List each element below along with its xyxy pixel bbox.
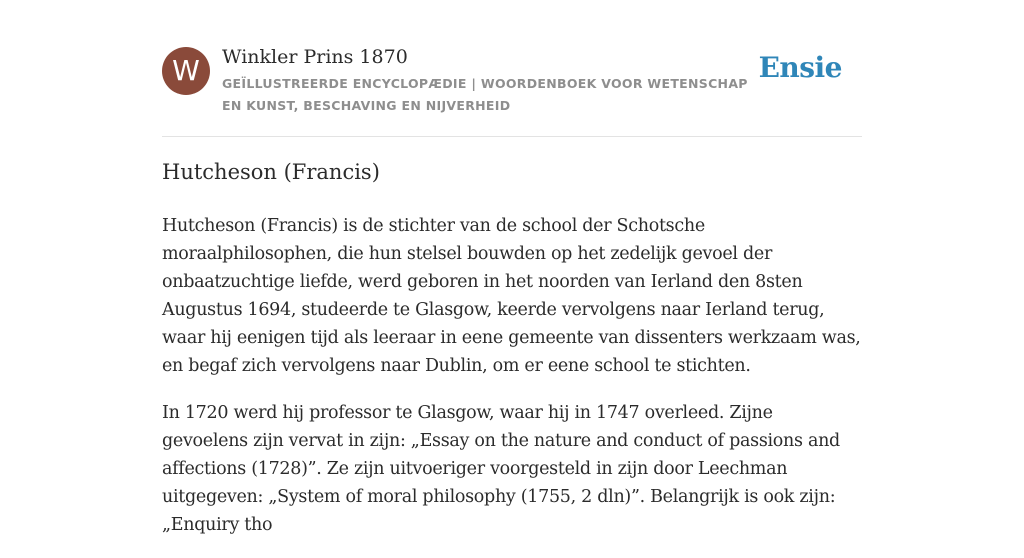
source-title[interactable]: Winkler Prins 1870 xyxy=(222,46,408,68)
ensie-logo[interactable]: Ensie xyxy=(758,51,842,84)
source-header xyxy=(162,0,862,137)
page-container xyxy=(162,0,862,535)
article-title: Hutcheson (Francis) xyxy=(162,160,380,184)
article-paragraph: In 1720 werd hij professor te Glasgow, waar hij in 1747 overleed. Zijne gevoelens zijn vervat in zijn: „Essay on the nature and conduct of passions and affections (1728)”. Ze zijn uitvoeriger voorgesteld in zijn door Leechman uitgegeven: „System of moral philosophy (1755, 2 dln)”. Belangrijk is ook zijn: „Enquiry tho xyxy=(162,403,840,535)
article-paragraph: Hutcheson (Francis) is de stichter van de school der Schotsche moraalphilosophen, die hun stelsel bouwden op het zedelijk gevoel der onbaatzuchtige liefde, werd geboren in het noorden van Ierland den 8sten Augustus 1694, studeerde te Glasgow, keerde vervolgens naar Ierland terug, waar hij eenigen tijd als leeraar in eene gemeente van dissenters werkzaam was, en begaf zich vervolgens naar Dublin, om er eene school te stichten. xyxy=(162,216,861,376)
article-body xyxy=(162,212,862,558)
source-subtitle: GEÏLLUSTREERDE ENCYCLOPÆDIE | WOORDENBOEK VOOR WETENSCHAP EN KUNST, BESCHAVING EN NIJVERHEID xyxy=(222,76,748,113)
source-avatar[interactable]: W xyxy=(162,47,210,95)
